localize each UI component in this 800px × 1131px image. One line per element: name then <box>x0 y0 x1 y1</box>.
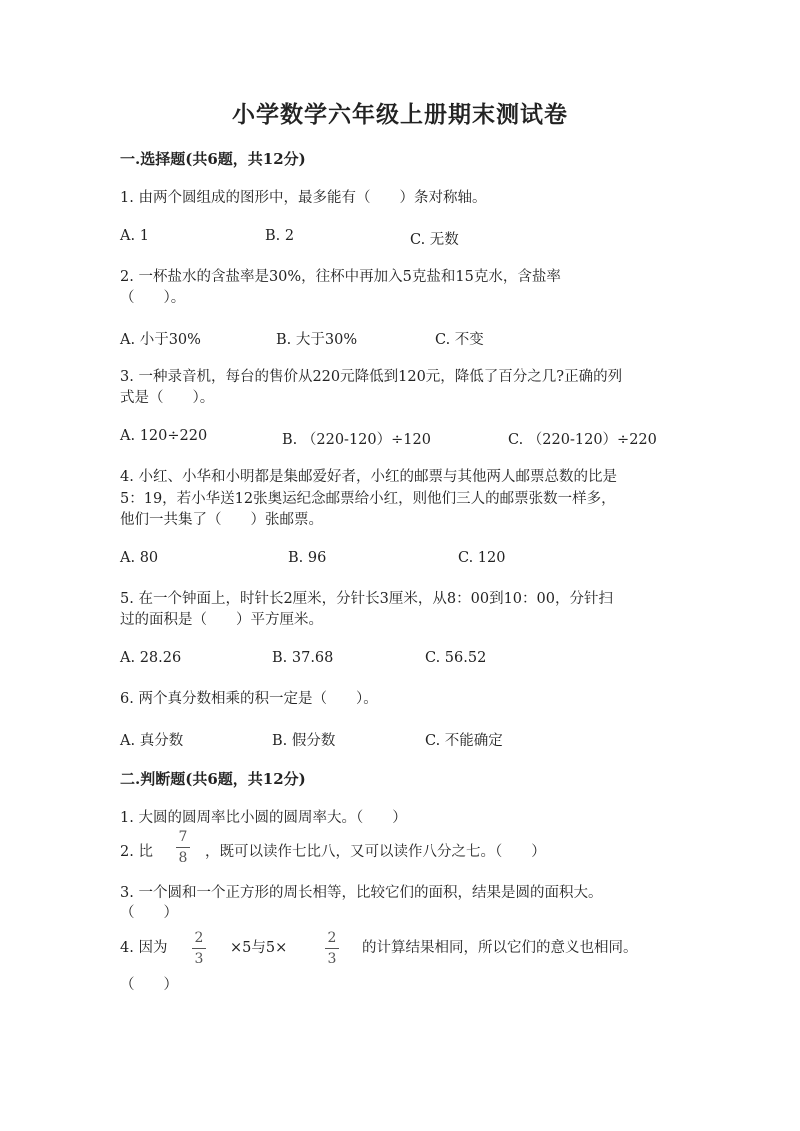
question-3-option-b: B. （220-120）÷120 <box>282 432 431 448</box>
fraction-bar <box>176 847 190 848</box>
question-6-option-b: B. 假分数 <box>272 733 336 749</box>
section-heading-judgment: 二.判断题(共6题，共12分) <box>120 770 306 788</box>
section-heading-choice: 一.选择题(共6题，共12分) <box>120 150 306 168</box>
question-6-text: 6. 两个真分数相乘的积一定是（ ）。 <box>120 691 378 707</box>
question-1-option-c: C. 无数 <box>410 232 459 248</box>
judgment-4-text-middle: ×5与5× <box>230 940 288 956</box>
judgment-4-fraction-2-denominator: 3 <box>327 951 337 967</box>
judgment-4-text-line2: （ ） <box>120 977 178 993</box>
question-2-text-line1: 2. 一杯盐水的含盐率是30%，往杯中再加入5克盐和15克水，含盐率 <box>120 269 561 285</box>
question-1-option-b: B. 2 <box>265 228 295 244</box>
question-5-option-c: C. 56.52 <box>425 650 487 666</box>
question-5-option-b: B. 37.68 <box>272 650 334 666</box>
question-2-text-line2: （ ）。 <box>120 290 186 306</box>
judgment-2-fraction-numerator: 7 <box>178 829 188 845</box>
fraction-bar <box>192 948 206 949</box>
fraction-bar <box>325 948 339 949</box>
question-2-option-a: A. 小于30% <box>120 332 201 348</box>
question-5-text-line2: 过的面积是（ ）平方厘米。 <box>120 612 323 628</box>
judgment-3-text-line2: （ ） <box>120 905 178 921</box>
judgment-4-fraction-1-numerator: 2 <box>194 930 204 946</box>
question-2-option-c: C. 不变 <box>435 332 484 348</box>
question-4-text-line1: 4. 小红、小华和小明都是集邮爱好者，小红的邮票与其他两人邮票总数的比是 <box>120 469 617 485</box>
question-3-option-a: A. 120÷220 <box>120 428 208 444</box>
judgment-4-text-after: 的计算结果相同，所以它们的意义也相同。 <box>362 940 638 956</box>
question-4-option-c: C. 120 <box>458 550 506 566</box>
question-6-option-c: C. 不能确定 <box>425 733 503 749</box>
question-4-option-a: A. 80 <box>120 550 159 566</box>
judgment-4-text-before: 4. 因为 <box>120 940 168 956</box>
page-title: 小学数学六年级上册期末测试卷 <box>232 101 568 128</box>
question-5-option-a: A. 28.26 <box>120 650 182 666</box>
judgment-4-fraction-2 <box>325 931 339 967</box>
judgment-4-fraction-1-denominator: 3 <box>194 951 204 967</box>
question-5-text-line1: 5. 在一个钟面上，时针长2厘米，分针长3厘米，从8：00到10：00，分针扫 <box>120 591 613 607</box>
judgment-2-text-after: ，既可以读作七比八，又可以读作八分之七。（ ） <box>205 844 546 860</box>
question-1-option-a: A. 1 <box>120 228 149 244</box>
judgment-1-text: 1. 大圆的圆周率比小圆的圆周率大。（ ） <box>120 810 407 826</box>
judgment-2-fraction-denominator: 8 <box>178 850 188 866</box>
question-1-text: 1. 由两个圆组成的图形中，最多能有（ ）条对称轴。 <box>120 190 487 206</box>
judgment-4-fraction-2-numerator: 2 <box>327 930 337 946</box>
question-4-text-line2: 5：19，若小华送12张奥运纪念邮票给小红，则他们三人的邮票张数一样多， <box>120 491 616 507</box>
question-4-option-b: B. 96 <box>288 550 327 566</box>
judgment-3-text-line1: 3. 一个圆和一个正方形的周长相等，比较它们的面积，结果是圆的面积大。 <box>120 885 603 901</box>
judgment-2-fraction <box>176 830 190 866</box>
question-2-option-b: B. 大于30% <box>276 332 358 348</box>
judgment-2-text-before: 2. 比 <box>120 844 153 860</box>
question-3-option-c: C. （220-120）÷220 <box>508 432 657 448</box>
question-4-text-line3: 他们一共集了（ ）张邮票。 <box>120 512 323 528</box>
judgment-4-fraction-1 <box>192 931 206 967</box>
question-3-text-line1: 3. 一种录音机，每台的售价从220元降低到120元，降低了百分之几?正确的列 <box>120 369 623 385</box>
question-6-option-a: A. 真分数 <box>120 733 184 749</box>
question-3-text-line2: 式是（ ）。 <box>120 390 215 406</box>
